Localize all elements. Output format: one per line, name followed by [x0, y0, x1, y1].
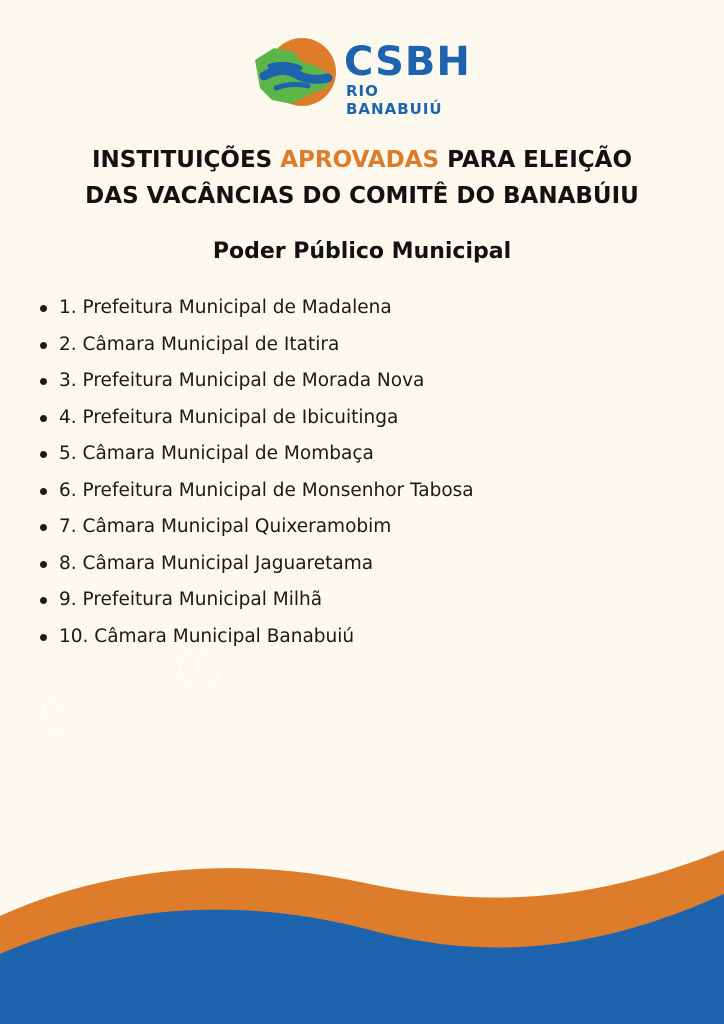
title-part-2: PARA ELEIÇÃO: [439, 147, 633, 173]
map-logo-icon: [252, 36, 342, 110]
list-item: [36, 400, 474, 437]
title-line-1: [0, 142, 724, 178]
list-item-text: 1. Prefeitura Municipal de Madalena: [59, 297, 392, 318]
list-item: [36, 509, 474, 546]
location-pin-icon: [42, 696, 72, 742]
bullet-icon: [40, 561, 47, 568]
page-title: [0, 142, 724, 214]
clock-icon: [176, 646, 222, 692]
wave-decoration: [0, 830, 724, 1024]
bullet-icon: [40, 342, 47, 349]
list-item: [36, 327, 474, 364]
list-item-text: 6. Prefeitura Municipal de Monsenhor Tabosa: [59, 479, 474, 501]
csbh-logo: [252, 36, 477, 118]
bullet-icon: [40, 634, 47, 641]
logo-subtitle: RIO BANABUIÚ: [346, 82, 443, 118]
title-part-1: INSTITUIÇÕES: [91, 147, 281, 173]
list-item: [36, 436, 474, 473]
list-item: [36, 619, 474, 656]
section-title: Poder Público Municipal: [212, 239, 512, 264]
list-item-text: 3. Prefeitura Municipal de Morada Nova: [59, 370, 425, 391]
list-item-text: 8. Câmara Municipal Jaguaretama: [59, 552, 374, 574]
bullet-icon: [40, 305, 47, 312]
list-item-text: 2. Câmara Municipal de Itatira: [59, 333, 340, 355]
title-line-2: DAS VACÂNCIAS DO COMITÊ DO BANABÚIU: [85, 183, 639, 209]
list-item-text: 7. Câmara Municipal Quixeramobim: [59, 516, 392, 537]
list-item: [36, 582, 474, 619]
list-item: [36, 546, 474, 583]
list-item: [36, 473, 474, 510]
bullet-icon: [40, 415, 47, 422]
title-highlight: APROVADAS: [280, 147, 440, 173]
bullet-icon: [40, 451, 47, 458]
list-item-text: 9. Prefeitura Municipal Milhã: [59, 589, 323, 610]
institution-list: [36, 290, 474, 655]
list-item-text: 10. Câmara Municipal Banabuiú: [59, 625, 355, 647]
bullet-icon: [40, 524, 47, 531]
bullet-icon: [40, 488, 47, 495]
list-item: [36, 363, 474, 400]
list-item: [36, 290, 474, 327]
list-item-text: 4. Prefeitura Municipal de Ibicuitinga: [59, 406, 399, 428]
bullet-icon: [40, 597, 47, 604]
logo-brand: CSBH: [344, 39, 471, 85]
bullet-icon: [40, 378, 47, 385]
list-item-text: 5. Câmara Municipal de Mombaça: [59, 443, 374, 464]
